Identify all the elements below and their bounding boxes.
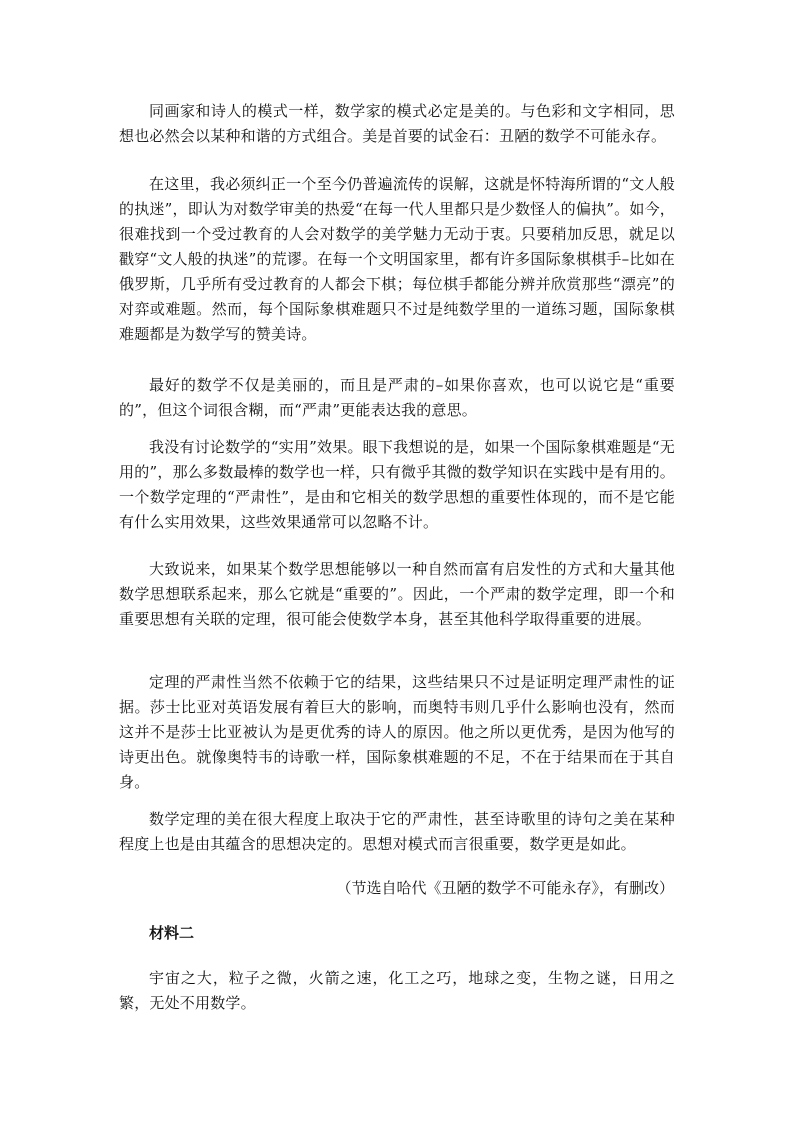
source-citation: （节选自哈代《丑陋的数学不可能永存》，有删改）: [336, 879, 674, 897]
paragraph-6: 定理的严肃性当然不依赖于它的结果，这些结果只不过是证明定理严肃性的证据。莎士比亚对英语发展有着巨大的影响，而奥特韦则几乎什么影响也没有，然而这并不是莎士比亚被认为是更优秀的诗人的原因。他之所以更优秀，是因为他写的诗更出色。就像奥特韦的诗歌一样，国际象棋难题的不足，不在于结果而在于其自身。: [119, 673, 675, 791]
material-2-paragraph: 宇宙之大，粒子之微，火箭之速，化工之巧，地球之变，生物之谜，日用之繁，无处不用数学。: [119, 969, 675, 1012]
paragraph-3: 最好的数学不仅是美丽的，而且是严肃的–如果你喜欢，也可以说它是“重要的”，但这个词很含糊，而“严肃”更能表达我的意思。: [119, 376, 675, 419]
paragraph-4: 我没有讨论数学的“实用”效果。眼下我想说的是，如果一个国际象棋难题是“无用的”，那么多数最棒的数学也一样，只有微乎其微的数学知识在实践中是有用的。一个数学定理的“严肃性”，是由和它相关的数学思想的重要性体现的，而不是它能有什么实用效果，这些效果通常可以忽略不计。: [119, 438, 675, 531]
paragraph-1: 同画家和诗人的模式一样，数学家的模式必定是美的。与色彩和文字相同，思想也必然会以某种和谐的方式组合。美是首要的试金石：丑陋的数学不可能永存。: [119, 102, 675, 145]
paragraph-2: 在这里，我必须纠正一个至今仍普遍流传的误解，这就是怀特海所谓的“文人般的执迷”，即认为对数学审美的热爱“在每一代人里都只是少数怪人的偏执”。如今，很难找到一个受过教育的人会对数学的美学魅力无动于衷。只要稍加反思，就足以戳穿“文人般的执迷”的荒谬。在每一个文明国家里，都有许多国际象棋棋手–比如在俄罗斯，几乎所有受过教育的人都会下棋；每位棋手都能分辨并欣赏那些“漂亮”的对弈或难题。然而，每个国际象棋难题只不过是纯数学里的一道练习题，国际象棋难题都是为数学写的赞美诗。: [119, 175, 675, 343]
section-heading-material-2: 材料二: [149, 924, 195, 942]
paragraph-5: 大致说来，如果某个数学思想能够以一种自然而富有启发性的方式和大量其他数学思想联系起来，那么它就是“重要的”。因此，一个严肃的数学定理，即一个和重要思想有关联的定理，很可能会使数学本身，甚至其他科学取得重要的进展。: [119, 560, 675, 628]
paragraph-7: 数学定理的美在很大程度上取决于它的严肃性，甚至诗歌里的诗句之美在某种程度上也是由其蕴含的思想决定的。思想对模式而言很重要，数学更是如此。: [119, 810, 675, 853]
